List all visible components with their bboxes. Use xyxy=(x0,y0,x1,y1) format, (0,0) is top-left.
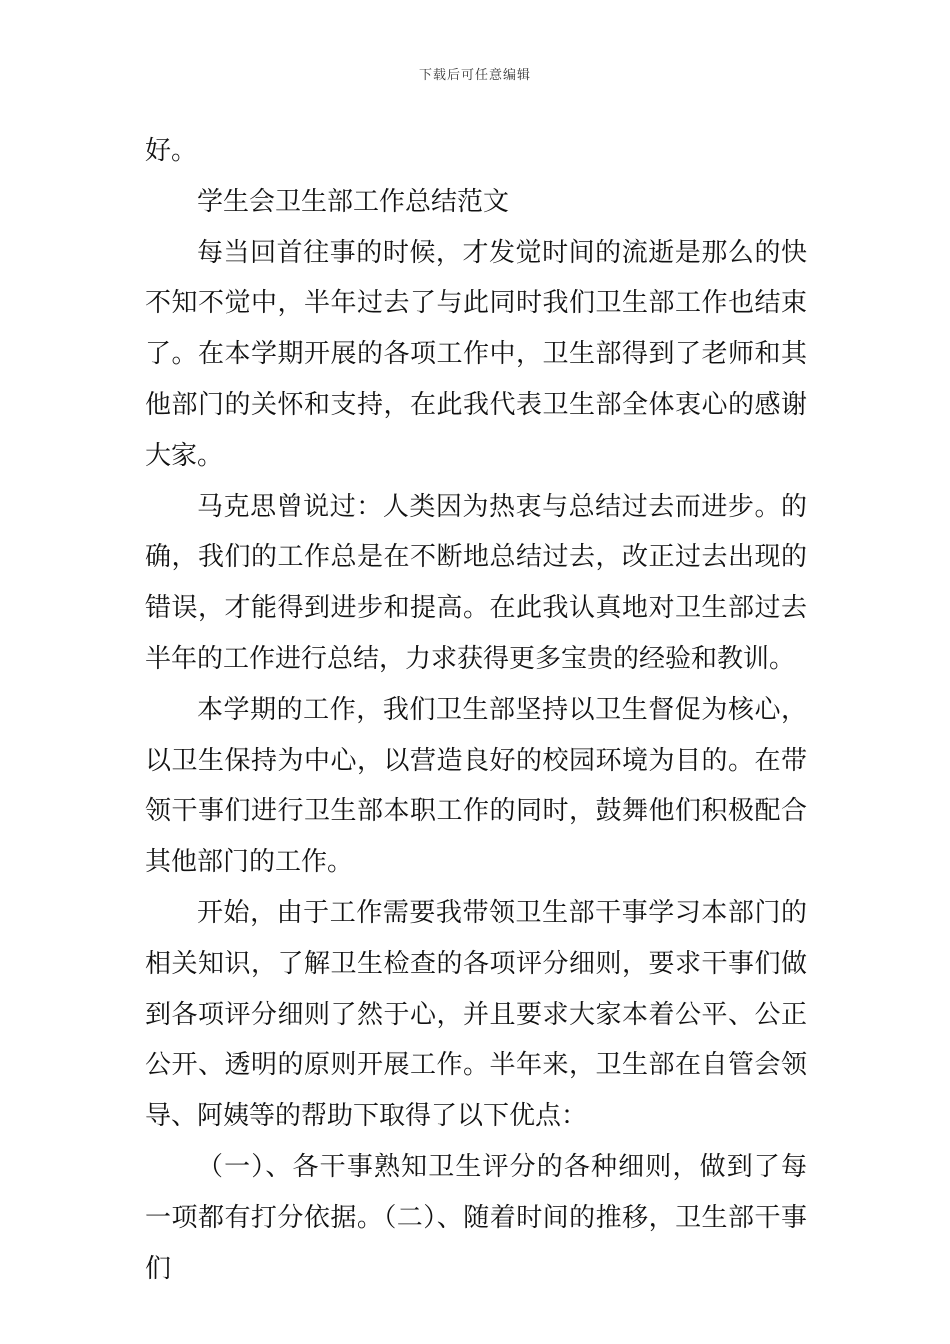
paragraph-semester-work: 本学期的工作，我们卫生部坚持以卫生督促为核心，以卫生保持为中心，以营造良好的校园环境为目的。在带领干事们进行卫生部本职工作的同时，鼓舞他们积极配合其他部门的工作。 xyxy=(145,694,807,878)
document-body xyxy=(145,126,807,1294)
paragraph-marx-quote: 马克思曾说过：人类因为热衷与总结过去而进步。的确，我们的工作总是在不断地总结过去，改正过去出现的错误，才能得到进步和提高。在此我认真地对卫生部过去半年的工作进行总结，力求获得更多宝贵的经验和教训。 xyxy=(145,491,807,674)
paragraph-beginning: 开始，由于工作需要我带领卫生部干事学习本部门的相关知识，了解卫生检查的各项评分细则，要求干事们做到各项评分细则了然于心，并且要求大家本着公平、公正公开、透明的原则开展工作。半年来，卫生部在自管会领导、阿姨等的帮助下取得了以下优点： xyxy=(145,897,807,1132)
paragraph-intro: 每当回首往事的时候，才发觉时间的流逝是那么的快不知不觉中，半年过去了与此同时我们卫生部工作也结束了。在本学期开展的各项工作中，卫生部得到了老师和其他部门的关怀和支持，在此我代表卫生部全体衷心的感谢大家。 xyxy=(145,237,807,471)
page-header: 下载后可任意编辑 xyxy=(418,68,531,83)
document-title: 学生会卫生部工作总结范文 xyxy=(197,186,510,217)
paragraph-continuation: 好。 xyxy=(145,136,198,166)
paragraph-points: （一）、各干事熟知卫生评分的各种细则，做到了每一项都有打分依据。（二）、随着时间的推移，卫生部干事们 xyxy=(145,1151,807,1284)
